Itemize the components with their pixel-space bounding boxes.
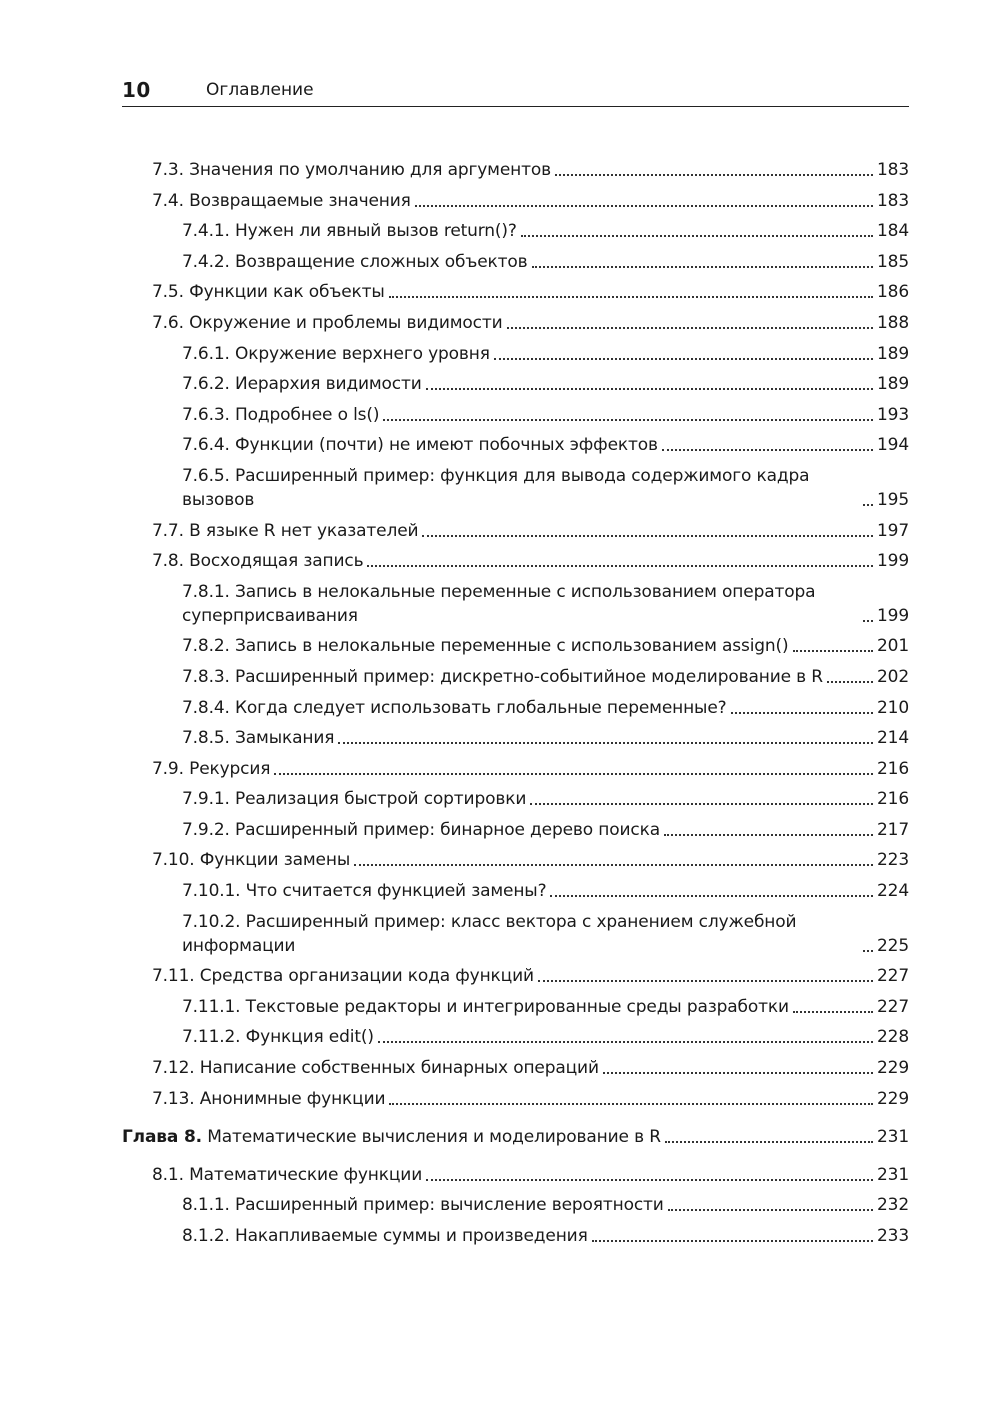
toc-page-number: 199 <box>877 605 909 626</box>
toc-entry-title <box>152 519 418 543</box>
dot-leader <box>664 833 873 836</box>
toc-entry-title <box>152 964 534 988</box>
toc-entry-text: 7.9. Рекурсия <box>152 758 271 779</box>
toc-entry-text: 8.1.1. Расширенный пример: вычисление вероятности <box>182 1195 664 1216</box>
toc-entry <box>122 250 909 274</box>
toc-page-number: 189 <box>877 343 909 364</box>
toc-entry-text: 7.6. Окружение и проблемы видимости <box>152 312 503 333</box>
toc-entry-title <box>182 910 859 958</box>
dot-leader <box>863 949 873 952</box>
toc-entry-text: 7.8.2. Запись в нелокальные переменные с использованием assign() <box>182 636 789 657</box>
toc-entry <box>122 787 909 811</box>
dot-leader <box>494 357 873 360</box>
toc-entry <box>122 189 909 213</box>
toc-entry-title <box>182 1025 374 1049</box>
toc-entry-title <box>182 787 526 811</box>
toc-page-number: 232 <box>877 1195 909 1216</box>
toc-page-number: 229 <box>877 1058 909 1079</box>
toc-entry-title <box>182 818 660 842</box>
toc-page-number: 185 <box>877 251 909 272</box>
toc-entry <box>122 818 909 842</box>
toc-entry-title <box>152 549 363 573</box>
toc-entry-text: 7.11. Средства организации кода функций <box>152 966 534 987</box>
dot-leader <box>415 204 873 207</box>
toc-page-number: 233 <box>877 1225 909 1246</box>
toc-page-number: 201 <box>877 636 909 657</box>
toc-page-number: 194 <box>877 435 909 456</box>
dot-leader <box>274 772 873 775</box>
dot-leader <box>665 1140 873 1143</box>
dot-leader <box>521 234 873 237</box>
dot-leader <box>354 863 873 866</box>
toc-entry-text: 7.6.3. Подробнее о ls() <box>182 404 380 425</box>
dot-leader <box>863 503 873 506</box>
toc-entry <box>122 464 909 512</box>
toc-page-number: 188 <box>877 312 909 333</box>
dot-leader <box>550 894 873 897</box>
dot-leader <box>603 1071 873 1074</box>
toc-page-number: 231 <box>877 1164 909 1185</box>
dot-leader <box>426 1178 873 1181</box>
toc-entry <box>122 1193 909 1217</box>
toc-page-number: 210 <box>877 697 909 718</box>
toc-entry-title <box>182 372 422 396</box>
toc-entry-title <box>152 158 551 182</box>
dot-leader <box>367 564 873 567</box>
toc-entry-text: 7.6.4. Функции (почти) не имеют побочных эффектов <box>182 435 658 456</box>
toc-entry <box>122 519 909 543</box>
toc-entry-title <box>182 726 334 750</box>
chapter-label: Глава 8. <box>122 1126 202 1147</box>
dot-leader <box>538 979 873 982</box>
toc-entry-text: 7.10.2. Расширенный пример: класс вектора с хранением служебной информации <box>182 911 797 956</box>
toc-entry-text: 7.10.1. Что считается функцией замены? <box>182 881 547 902</box>
dot-leader <box>378 1040 873 1043</box>
toc-entry-title <box>182 250 528 274</box>
toc-page-number: 227 <box>877 996 909 1017</box>
toc-entry <box>122 1163 909 1187</box>
toc-entry-text: 7.8.4. Когда следует использовать глобальные переменные? <box>182 697 727 718</box>
toc-entry-text: 7.6.5. Расширенный пример: функция для вывода содержимого кадра вызовов <box>182 465 810 510</box>
toc-entry <box>122 342 909 366</box>
toc-entry-title <box>182 696 727 720</box>
toc-entry-title <box>182 995 789 1019</box>
dot-leader <box>793 1010 873 1013</box>
toc-entry-title <box>152 757 270 781</box>
toc-page-number: 225 <box>877 935 909 956</box>
toc-entry-title <box>152 280 385 304</box>
dot-leader <box>426 387 873 390</box>
dot-leader <box>422 534 873 537</box>
toc-entry <box>122 964 909 988</box>
toc-entry <box>122 995 909 1019</box>
toc-page-number: 184 <box>877 221 909 242</box>
dot-leader <box>662 448 873 451</box>
toc-entry-text: 7.6.2. Иерархия видимости <box>182 374 422 395</box>
toc-entry <box>122 1224 909 1248</box>
toc-entry-title <box>152 189 411 213</box>
toc-entry <box>122 1087 909 1111</box>
page-number: 10 <box>122 78 151 102</box>
toc-page-number: 227 <box>877 966 909 987</box>
toc-entry-text: 7.6.1. Окружение верхнего уровня <box>182 343 490 364</box>
toc-chapter-entry <box>122 1125 909 1149</box>
toc-page-number: 189 <box>877 374 909 395</box>
toc-entry-title <box>182 219 517 243</box>
dot-leader <box>532 265 873 268</box>
dot-leader <box>555 173 873 176</box>
toc-entry-title <box>182 879 546 903</box>
toc-entry-text: 7.8.5. Замыкания <box>182 728 335 749</box>
table-of-contents <box>122 158 909 1254</box>
toc-entry-title <box>182 342 490 366</box>
dot-leader <box>827 680 873 683</box>
toc-entry <box>122 910 909 958</box>
toc-entry <box>122 219 909 243</box>
toc-entry-text: 7.4.2. Возвращение сложных объектов <box>182 251 528 272</box>
toc-entry-title <box>152 1056 599 1080</box>
toc-entry <box>122 549 909 573</box>
toc-entry-title <box>152 311 503 335</box>
toc-page-number: 183 <box>877 160 909 180</box>
toc-entry <box>122 403 909 427</box>
toc-entry-title <box>152 1087 385 1111</box>
toc-entry <box>122 280 909 304</box>
toc-entry <box>122 665 909 689</box>
toc-entry-title <box>182 433 658 457</box>
toc-entry-text: 7.5. Функции как объекты <box>152 282 385 303</box>
toc-entry-title <box>182 403 379 427</box>
toc-page-number: 228 <box>877 1027 909 1048</box>
dot-leader <box>592 1239 873 1242</box>
toc-page-number: 216 <box>877 758 909 779</box>
toc-entry <box>122 311 909 335</box>
toc-entry-title <box>152 1163 422 1187</box>
toc-entry <box>122 757 909 781</box>
toc-entry <box>122 1025 909 1049</box>
toc-entry <box>122 634 909 658</box>
dot-leader <box>530 802 873 805</box>
toc-page-number: 216 <box>877 789 909 810</box>
toc-entry-text: 7.8. Восходящая запись <box>152 551 364 572</box>
toc-entry-text: 7.12. Написание собственных бинарных операций <box>152 1058 599 1079</box>
toc-entry <box>122 696 909 720</box>
toc-page-number: 199 <box>877 551 909 572</box>
toc-page-number: 202 <box>877 666 909 687</box>
toc-entry-text: 7.4.1. Нужен ли явный вызов return()? <box>182 221 517 242</box>
toc-entry-text: 7.11.1. Текстовые редакторы и интегрированные среды разработки <box>182 996 789 1017</box>
toc-entry-text: 7.9.1. Реализация быстрой сортировки <box>182 789 527 810</box>
toc-entry-text: 7.4. Возвращаемые значения <box>152 190 411 211</box>
dot-leader <box>793 649 873 652</box>
toc-page-number: 197 <box>877 520 909 541</box>
toc-entry <box>122 726 909 750</box>
dot-leader <box>668 1208 873 1211</box>
toc-entry <box>122 1056 909 1080</box>
toc-entry-text: 7.9.2. Расширенный пример: бинарное дерево поиска <box>182 819 660 840</box>
toc-entry-title <box>182 1224 588 1248</box>
dot-leader <box>863 619 873 622</box>
toc-page-number: 186 <box>877 282 909 303</box>
toc-page-number: 217 <box>877 819 909 840</box>
dot-leader <box>731 711 873 714</box>
toc-entry <box>122 433 909 457</box>
toc-entry-title <box>182 634 789 658</box>
toc-page-number: 193 <box>877 404 909 425</box>
toc-page-number: 231 <box>877 1126 909 1147</box>
toc-entry-title <box>182 580 859 628</box>
dot-leader <box>507 326 873 329</box>
toc-entry <box>122 580 909 628</box>
toc-entry-text: 7.13. Анонимные функции <box>152 1088 386 1109</box>
page-header <box>122 74 909 107</box>
toc-entry <box>122 158 909 182</box>
toc-entry-text: Математические вычисления и моделирование в R <box>207 1126 661 1147</box>
toc-entry <box>122 848 909 872</box>
toc-page-number: 214 <box>877 728 909 749</box>
dot-leader <box>389 1102 873 1105</box>
dot-leader <box>338 741 873 744</box>
toc-page-number: 195 <box>877 489 909 510</box>
toc-entry-text: 7.7. В языке R нет указателей <box>152 520 419 541</box>
toc-entry-title <box>182 665 823 689</box>
toc-page-number: 224 <box>877 881 909 902</box>
toc-entry-text: 8.1.2. Накапливаемые суммы и произведения <box>182 1225 588 1246</box>
toc-entry-text: 7.8.3. Расширенный пример: дискретно-событийное моделирование в R <box>182 666 823 687</box>
toc-entry-text: 7.8.1. Запись в нелокальные переменные с использованием оператора суперприсваивания <box>182 581 816 626</box>
toc-entry-text: 7.10. Функции замены <box>152 850 351 871</box>
toc-page-number: 223 <box>877 850 909 871</box>
toc-entry-title <box>182 1193 664 1217</box>
toc-entry <box>122 879 909 903</box>
toc-entry <box>122 372 909 396</box>
toc-page-number: 229 <box>877 1088 909 1109</box>
running-title: Оглавление <box>206 80 314 100</box>
dot-leader <box>389 295 873 298</box>
toc-entry-text: 7.3. Значения по умолчанию для аргументов <box>152 160 552 180</box>
toc-entry-text: 8.1. Математические функции <box>152 1164 423 1185</box>
toc-entry-text: 7.11.2. Функция edit() <box>182 1027 374 1048</box>
dot-leader <box>383 418 873 421</box>
toc-page-number: 183 <box>877 190 909 211</box>
toc-entry-title <box>182 464 859 512</box>
toc-entry-title <box>122 1125 661 1149</box>
toc-entry-title <box>152 848 350 872</box>
